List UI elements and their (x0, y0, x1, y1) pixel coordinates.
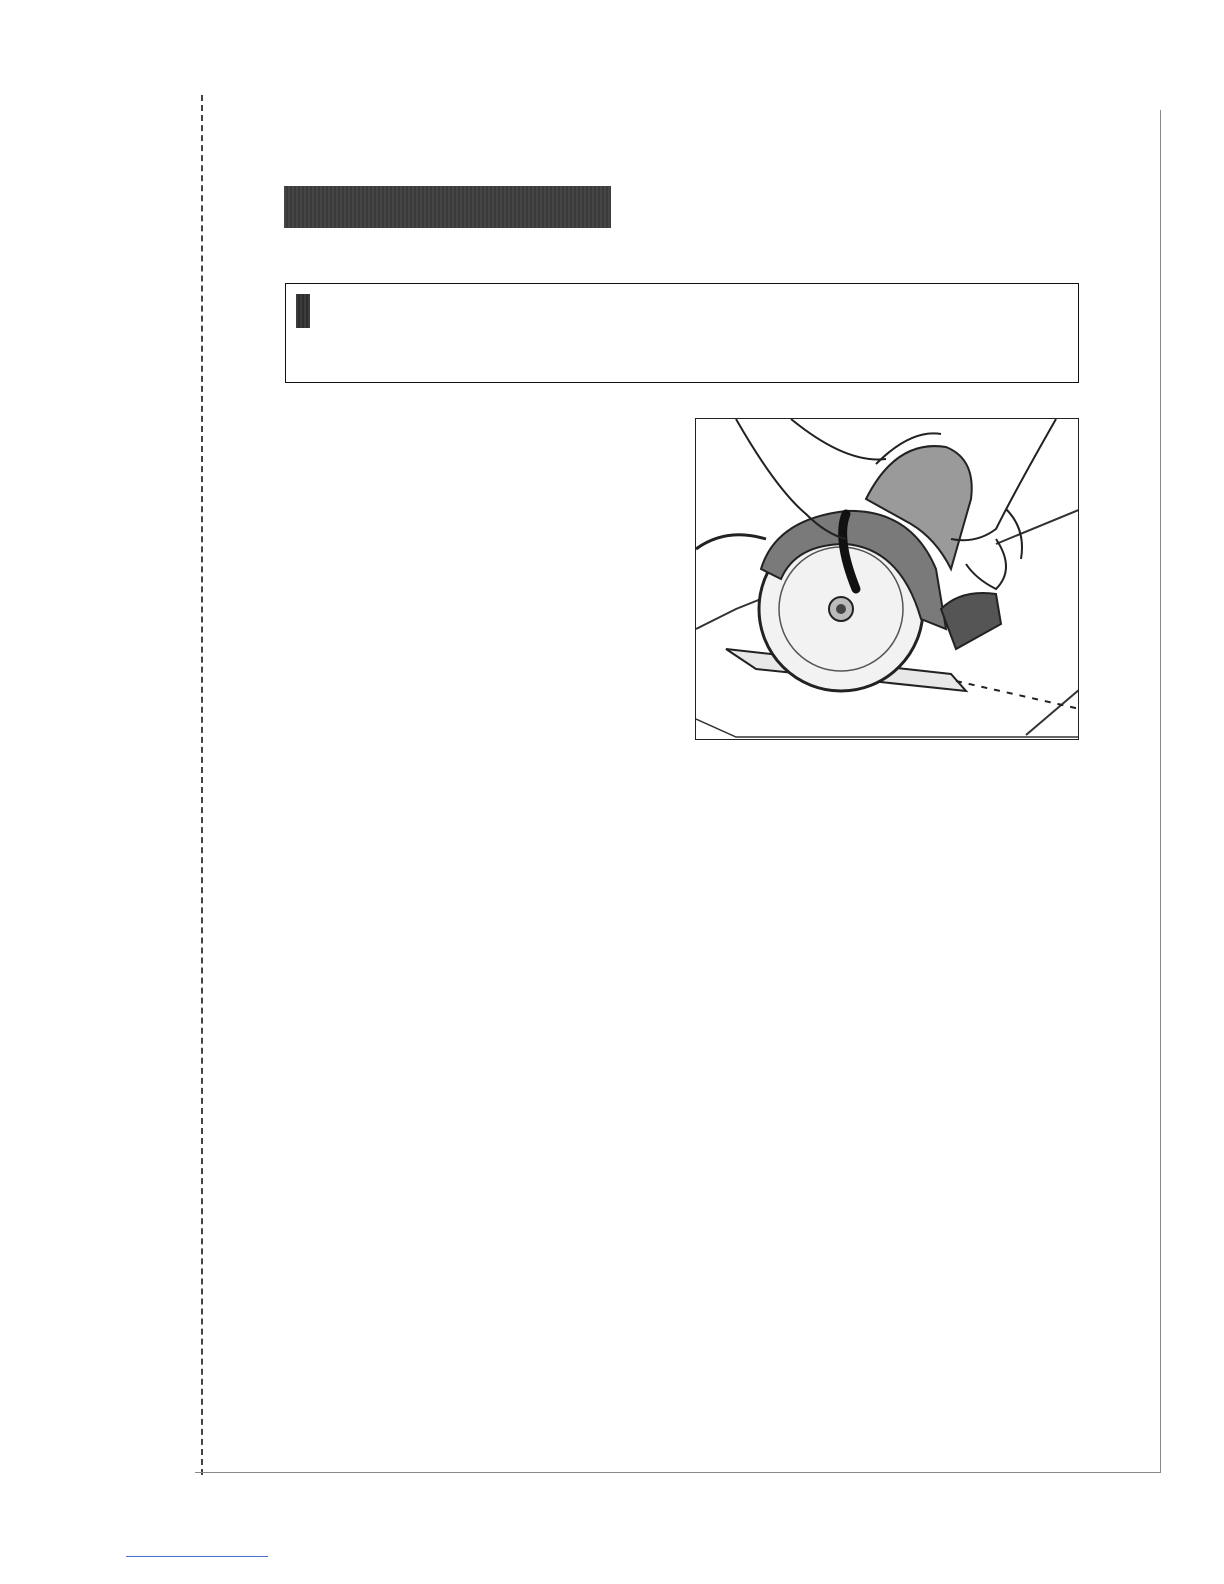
section-title (284, 186, 611, 228)
footer-underline (126, 1556, 268, 1557)
figure-6 (695, 418, 1079, 740)
left-margin-line (201, 95, 203, 1475)
right-margin-line (1160, 110, 1161, 1472)
danger-badge (296, 294, 310, 328)
danger-warning-box (285, 283, 1079, 383)
bottom-margin-line (195, 1472, 1161, 1473)
circular-saw-illustration (696, 419, 1079, 740)
